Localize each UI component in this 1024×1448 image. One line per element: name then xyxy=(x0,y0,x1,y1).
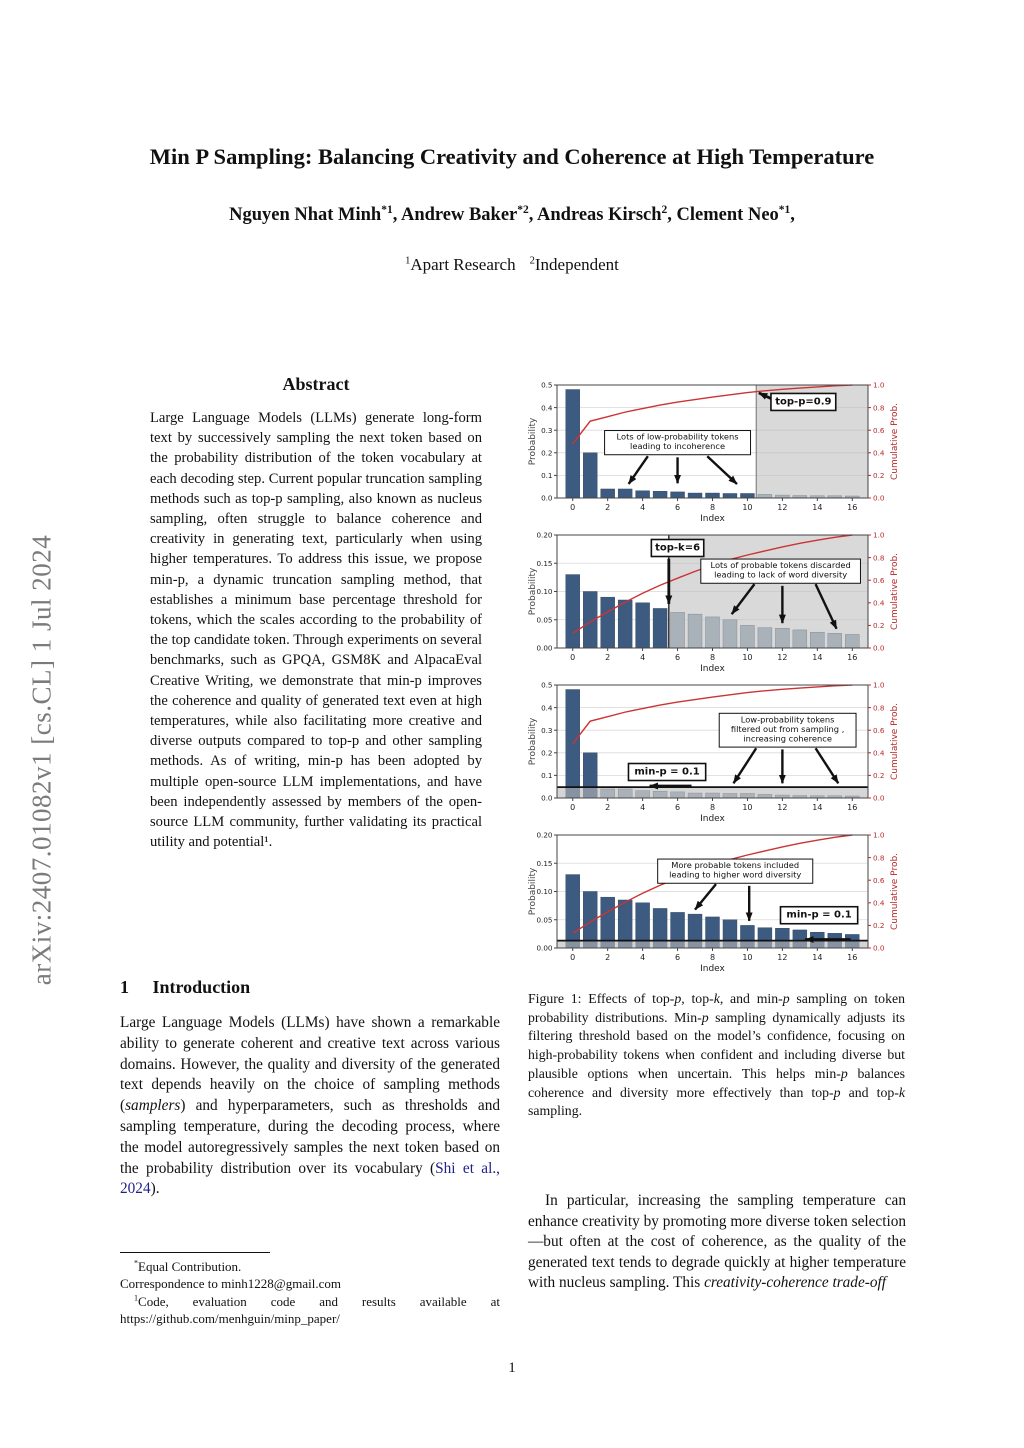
svg-text:0: 0 xyxy=(570,653,576,662)
svg-text:10: 10 xyxy=(742,503,753,512)
svg-text:14: 14 xyxy=(812,953,823,962)
svg-text:0.2: 0.2 xyxy=(873,921,885,931)
affiliation-line xyxy=(0,255,1024,275)
footnote-line: Correspondence to minh1228@gmail.com xyxy=(120,1276,342,1292)
svg-text:8: 8 xyxy=(709,653,716,662)
abstract-text: Large Language Models (LLMs) generate long-form text by successively sampling the next token based on the probability distribution of the token vocabulary at each decoding step. Current popular truncation sampling methods such as top-p sampling, also known as nucleus sampling, often struggle to balance coherence and creativity in generating text, particularly when using higher temperatures. To address this issue, we propose min-p, a dynamic truncation sampling method, that establishes a minimum base percentage threshold for tokens, which the scales according to the probability of the top candidate token. Through experiments on several benchmarks, such as GPQA, GSM8K and AlpacaEval Creative Writing, we demonstrate that min-p improves the coherence and quality of generated text even at high temperatures, while also facilitating more creative and diverse outputs compared to top-p and other sampling methods. As of writing, min-p has been adopted by multiple open-source LLM implementations, and have been independently assessed by members of the open-source LLM community, further validating its practical utility and potential¹. xyxy=(150,410,482,851)
svg-text:0.1: 0.1 xyxy=(541,771,553,781)
svg-text:8: 8 xyxy=(709,803,716,812)
svg-text:16: 16 xyxy=(847,953,858,962)
footnote-url[interactable]: https://github.com/menhguin/minp_paper/ xyxy=(120,1310,340,1326)
chart-top-k xyxy=(528,525,905,675)
svg-text:Lots of low-probability tokens: Lots of low-probability tokens xyxy=(616,431,739,442)
svg-text:0.8: 0.8 xyxy=(873,703,885,713)
svg-text:0.0: 0.0 xyxy=(873,493,885,503)
svg-text:10: 10 xyxy=(742,653,753,662)
svg-text:6: 6 xyxy=(675,953,681,962)
svg-text:14: 14 xyxy=(812,653,823,662)
svg-text:More probable tokens included: More probable tokens included xyxy=(671,860,800,871)
svg-text:leading to lack of word divers: leading to lack of word diversity xyxy=(714,569,848,580)
svg-text:Lots of probable tokens discar: Lots of probable tokens discarded xyxy=(710,560,851,571)
svg-text:0.05: 0.05 xyxy=(536,915,553,925)
svg-text:8: 8 xyxy=(709,953,716,962)
svg-text:0.6: 0.6 xyxy=(873,575,885,585)
svg-text:0.05: 0.05 xyxy=(536,615,553,625)
svg-text:12: 12 xyxy=(777,953,788,962)
svg-text:Cumulative Prob.: Cumulative Prob. xyxy=(890,702,900,781)
svg-text:Low-probability tokens: Low-probability tokens xyxy=(740,714,835,725)
svg-text:16: 16 xyxy=(847,653,858,662)
author: Andrew Baker$^{*2}$, xyxy=(400,203,537,225)
figure-1 xyxy=(528,375,905,975)
svg-text:4: 4 xyxy=(640,803,646,812)
svg-text:0: 0 xyxy=(570,503,576,512)
svg-text:0.6: 0.6 xyxy=(873,425,885,435)
introduction-paragraph: Large Language Models (LLMs) have shown a remarkable ability to generate coherent and creative text across various domains. However, the quality and diversity of the generated text depends heavily on the choice of sampling methods (samplers) and hyperparameters, such as thresholds and sampling temperature, during the decoding process, where the model autoregressively samples the next token based on the probability distribution over its vocabulary (Shi et al., 2024). xyxy=(120,1014,500,1198)
chart-top-p xyxy=(528,375,905,525)
svg-text:leading to higher word diversi: leading to higher word diversity xyxy=(669,869,802,880)
svg-text:0.8: 0.8 xyxy=(873,553,885,563)
section-heading-introduction xyxy=(120,977,250,998)
svg-text:0.2: 0.2 xyxy=(541,448,553,458)
svg-text:0.5: 0.5 xyxy=(541,380,553,390)
svg-text:6: 6 xyxy=(675,503,681,512)
svg-text:Cumulative Prob.: Cumulative Prob. xyxy=(890,402,900,481)
svg-text:0.20: 0.20 xyxy=(536,530,553,540)
svg-text:0.4: 0.4 xyxy=(873,448,885,458)
svg-text:10: 10 xyxy=(742,803,753,812)
svg-text:0.3: 0.3 xyxy=(541,725,553,735)
footnote-line: $^1$Code, evaluation code and results available at https://github.com/menhguin/minp_paper/ xyxy=(120,1293,500,1326)
footnotes xyxy=(120,1252,500,1327)
svg-text:10: 10 xyxy=(742,953,753,962)
affiliation: $^1$Apart Research xyxy=(405,255,516,274)
svg-text:0.0: 0.0 xyxy=(541,493,553,503)
svg-text:0.4: 0.4 xyxy=(873,748,885,758)
svg-text:8: 8 xyxy=(709,503,716,512)
affiliation: $^2$Independent xyxy=(529,255,619,274)
abstract-heading: Abstract xyxy=(282,374,350,394)
figure-caption: Figure 1: Effects of top-p, top-k, and min-p sampling on token probability distributions. Min-p sampling dynamically adjusts its filtering threshold based on the model’s confidence, focusing on high-probability tokens when confident and including diverse but plausible options when uncertain. This helps min-p balances coherence and diversity more effectively than top-p and top-k sampling. xyxy=(528,991,905,1119)
svg-text:0.15: 0.15 xyxy=(536,558,553,568)
svg-text:0.8: 0.8 xyxy=(873,853,885,863)
svg-text:Index: Index xyxy=(700,664,725,674)
svg-text:12: 12 xyxy=(777,503,788,512)
svg-text:0.00: 0.00 xyxy=(536,943,553,953)
svg-text:0.4: 0.4 xyxy=(873,898,885,908)
svg-text:0.1: 0.1 xyxy=(541,471,553,481)
svg-text:0.2: 0.2 xyxy=(873,771,885,781)
svg-text:0.6: 0.6 xyxy=(873,875,885,885)
chart-min-p-confident xyxy=(528,675,905,825)
svg-text:Probability: Probability xyxy=(528,717,538,766)
svg-text:top-p=0.9: top-p=0.9 xyxy=(775,396,832,408)
svg-text:increasing coherence: increasing coherence xyxy=(743,733,832,744)
svg-text:6: 6 xyxy=(675,803,681,812)
svg-text:4: 4 xyxy=(640,953,646,962)
paper-title: Min P Sampling: Balancing Creativity and Coherence at High Temperature xyxy=(149,144,875,170)
svg-text:0.8: 0.8 xyxy=(873,403,885,413)
svg-text:0.2: 0.2 xyxy=(873,471,885,481)
svg-text:12: 12 xyxy=(777,653,788,662)
svg-text:Cumulative Prob.: Cumulative Prob. xyxy=(890,552,900,631)
svg-text:2: 2 xyxy=(605,503,611,512)
svg-text:0: 0 xyxy=(570,803,576,812)
svg-text:top-k=6: top-k=6 xyxy=(655,542,701,554)
svg-text:Index: Index xyxy=(700,814,725,824)
svg-text:0.15: 0.15 xyxy=(536,858,553,868)
svg-text:12: 12 xyxy=(777,803,788,812)
svg-text:14: 14 xyxy=(812,503,823,512)
author: Nguyen Nhat Minh$^{*1}$, xyxy=(229,203,401,225)
svg-text:0.2: 0.2 xyxy=(541,748,553,758)
svg-text:0: 0 xyxy=(570,953,576,962)
svg-text:Index: Index xyxy=(700,514,725,524)
svg-text:Probability: Probability xyxy=(528,867,538,916)
svg-text:6: 6 xyxy=(675,653,681,662)
svg-text:Probability: Probability xyxy=(528,567,538,616)
chart-min-p-uncertain xyxy=(528,825,905,975)
body-paragraph: In particular, increasing the sampling temperature can enhance creativity by promoting more diverse token selection—but often at the cost of coherence, as the quality of the generated text tends to degrade quickly at higher temperature with nucleus sampling. This creativity-coherence trade-off xyxy=(528,1192,906,1292)
svg-text:0.00: 0.00 xyxy=(536,643,553,653)
svg-text:0.20: 0.20 xyxy=(536,830,553,840)
svg-text:2: 2 xyxy=(605,803,611,812)
author-line xyxy=(0,205,1024,226)
svg-text:0.10: 0.10 xyxy=(536,587,553,597)
section-number: 1 xyxy=(120,977,129,997)
svg-text:0.0: 0.0 xyxy=(873,643,885,653)
svg-text:0.0: 0.0 xyxy=(873,943,885,953)
svg-text:min-p = 0.1: min-p = 0.1 xyxy=(786,909,852,921)
svg-text:4: 4 xyxy=(640,653,646,662)
citation-link[interactable]: Shi et al., 2024 xyxy=(120,1159,500,1198)
svg-text:0.4: 0.4 xyxy=(541,703,553,713)
svg-text:14: 14 xyxy=(812,803,823,812)
svg-text:2: 2 xyxy=(605,953,611,962)
svg-text:0.6: 0.6 xyxy=(873,725,885,735)
svg-text:Cumulative Prob.: Cumulative Prob. xyxy=(890,852,900,931)
svg-text:0.0: 0.0 xyxy=(873,793,885,803)
svg-text:0.3: 0.3 xyxy=(541,425,553,435)
svg-text:filtered out from sampling ,: filtered out from sampling , xyxy=(730,723,845,734)
svg-text:1.0: 1.0 xyxy=(873,830,885,840)
footnote-line: *Equal Contribution. xyxy=(134,1258,242,1274)
svg-text:4: 4 xyxy=(640,503,646,512)
arxiv-watermark: arXiv:2407.01082v1 [cs.CL] 1 Jul 2024 xyxy=(26,534,57,986)
svg-text:0.10: 0.10 xyxy=(536,887,553,897)
svg-text:0.5: 0.5 xyxy=(541,680,553,690)
svg-text:1.0: 1.0 xyxy=(873,530,885,540)
footnote-rule xyxy=(120,1252,270,1253)
page-number: 1 xyxy=(508,1360,516,1376)
abstract-section xyxy=(150,374,482,852)
svg-text:1.0: 1.0 xyxy=(873,380,885,390)
author: Clement Neo$^{*1}$, xyxy=(676,203,795,225)
svg-text:16: 16 xyxy=(847,803,858,812)
section-title: Introduction xyxy=(152,977,251,997)
svg-text:2: 2 xyxy=(605,653,611,662)
svg-text:Index: Index xyxy=(700,964,725,974)
svg-text:0.4: 0.4 xyxy=(541,403,553,413)
svg-text:0.0: 0.0 xyxy=(541,793,553,803)
svg-text:min-p = 0.1: min-p = 0.1 xyxy=(634,766,700,778)
svg-text:0.4: 0.4 xyxy=(873,598,885,608)
svg-text:16: 16 xyxy=(847,503,858,512)
svg-text:0.2: 0.2 xyxy=(873,621,885,631)
svg-text:leading to incoherence: leading to incoherence xyxy=(630,441,726,452)
author: Andreas Kirsch$^2$, xyxy=(537,203,677,225)
svg-text:1.0: 1.0 xyxy=(873,680,885,690)
svg-text:Probability: Probability xyxy=(528,417,538,466)
